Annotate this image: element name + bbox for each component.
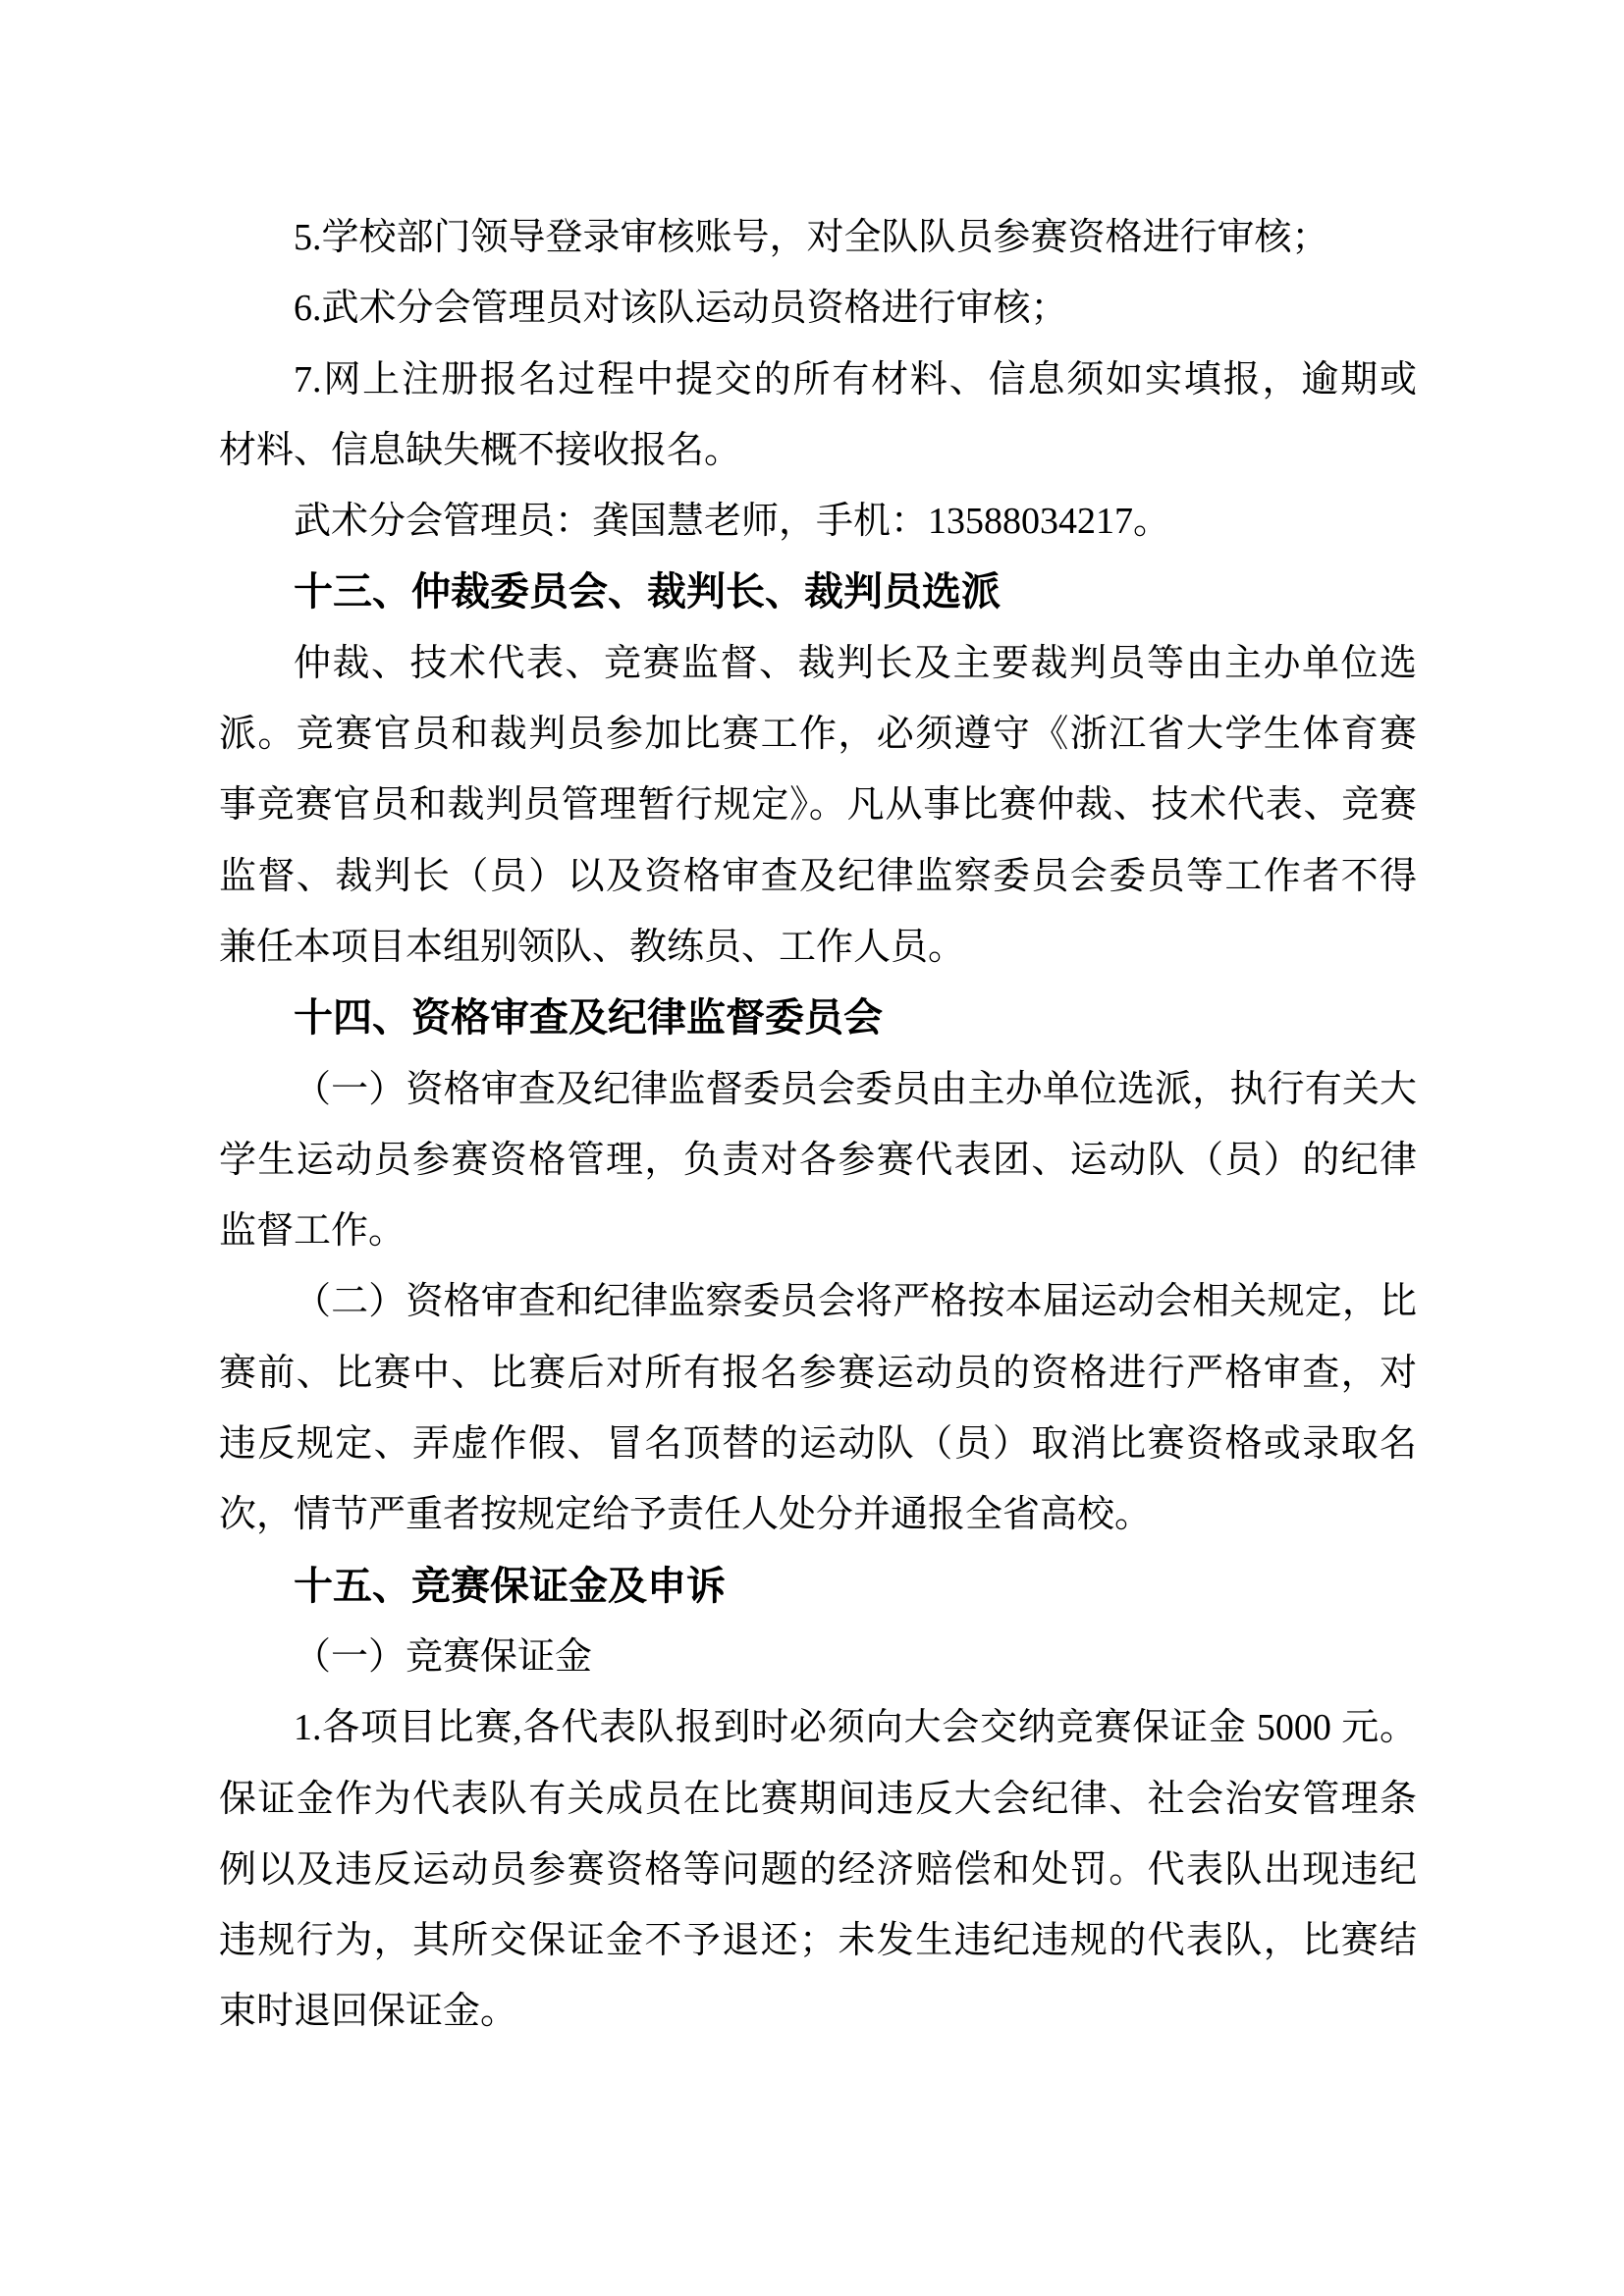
text-line: 监督、裁判长（员）以及资格审查及纪律监察委员会委员等工作者不得 bbox=[219, 855, 1417, 897]
text-line: 违规行为，其所交保证金不予退还；未发生违纪违规的代表队，比赛结 bbox=[219, 1920, 1417, 1962]
text-line: 保证金作为代表队有关成员在比赛期间违反大会纪律、社会治安管理条 bbox=[219, 1778, 1417, 1820]
text-line: 兼任本项目本组别领队、教练员、工作人员。 bbox=[219, 926, 966, 968]
text-line: 赛前、比赛中、比赛后对所有报名参赛运动员的资格进行严格审查，对 bbox=[219, 1352, 1417, 1394]
text-line: 5.学校部门领导登录审核账号，对全队队员参赛资格进行审核； bbox=[294, 217, 1329, 258]
text-line: 派。竞赛官员和裁判员参加比赛工作，必须遵守《浙江省大学生体育赛 bbox=[219, 714, 1417, 756]
text-line: 例以及违反运动员参赛资格等问题的经济赔偿和处罚。代表队出现违纪 bbox=[219, 1848, 1417, 1891]
text-line: 学生运动员参赛资格管理，负责对各参赛代表团、运动队（员）的纪律 bbox=[219, 1139, 1417, 1181]
section-heading: 十四、资格审查及纪律监督委员会 bbox=[294, 996, 883, 1041]
text-line: 1.各项目比赛,各代表队报到时必须向大会交纳竞赛保证金 5000 元。 bbox=[294, 1707, 1417, 1749]
section-heading: 十三、仲裁委员会、裁判长、裁判员选派 bbox=[294, 570, 1001, 614]
text-line: 材料、信息缺失概不接收报名。 bbox=[219, 429, 742, 471]
text-line: （一）资格审查及纪律监督委员会委员由主办单位选派，执行有关大 bbox=[294, 1068, 1417, 1110]
text-line: 7.网上注册报名过程中提交的所有材料、信息须如实填报，逾期或 bbox=[294, 358, 1417, 400]
text-line: 束时退回保证金。 bbox=[219, 1991, 518, 2033]
text-line: 事竞赛官员和裁判员管理暂行规定》。凡从事比赛仲裁、技术代表、竞赛 bbox=[219, 784, 1417, 827]
text-line: 次，情节严重者按规定给予责任人处分并通报全省高校。 bbox=[219, 1494, 1153, 1536]
text-line: （一）竞赛保证金 bbox=[294, 1635, 593, 1678]
text-line: 仲裁、技术代表、竞赛监督、裁判长及主要裁判员等由主办单位选 bbox=[294, 642, 1417, 684]
text-line: 6.武术分会管理员对该队运动员资格进行审核； bbox=[294, 288, 1068, 330]
text-line: （二）资格审查和纪律监察委员会将严格按本届运动会相关规定，比 bbox=[294, 1281, 1417, 1323]
text-line: 违反规定、弄虚作假、冒名顶替的运动队（员）取消比赛资格或录取名 bbox=[219, 1423, 1417, 1466]
section-heading: 十五、竞赛保证金及申诉 bbox=[294, 1564, 726, 1608]
text-line: 武术分会管理员：龚国慧老师，手机：13588034217。 bbox=[294, 501, 1171, 543]
text-line: 监督工作。 bbox=[219, 1210, 406, 1253]
document-body bbox=[219, 202, 1417, 2048]
